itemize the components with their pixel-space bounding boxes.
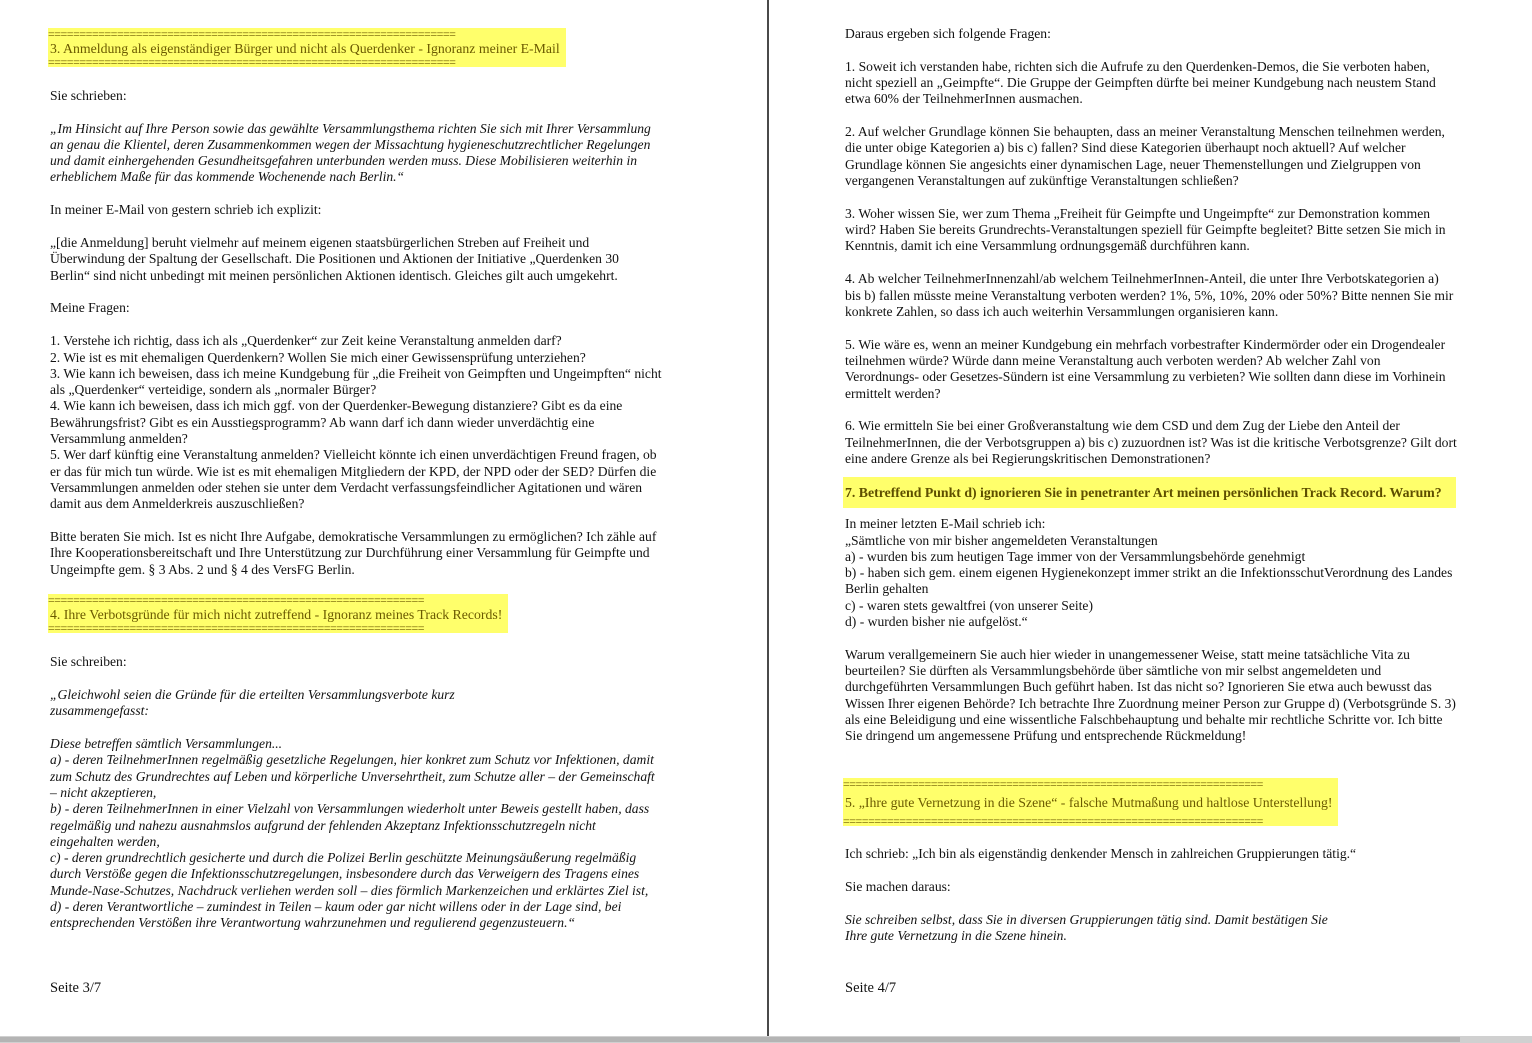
paragraph: Ich schrieb: „Ich bin als eigenständig denkender Mensch in zahlreichen Gruppierungen tätig.“: [845, 846, 1357, 862]
heading-rule-top: ===================================================================: [843, 779, 1263, 789]
section-4-heading: [48, 594, 508, 633]
paragraph: Bitte beraten Sie mich. Ist es nicht Ihre Aufgabe, demokratische Versammlungen zu ermöglichen? Ich zähle auf Ihre Kooperationsbereitschaft und Ihre Unterstützung zur Durchführung einer Versammlung für Geimpfte und Ungeimpfte gem. § 3 Abs. 2 und § 4 des VersFG Berlin.: [50, 529, 657, 577]
question-paragraph: 3. Woher wissen Sie, wer zum Thema „Freiheit für Geimpfte und Ungeimpfte“ zur Demonstration kommen wird? Haben Sie bereits Grundrechts-Veranstaltungen speziell für Geimpfte begleitet? Bitte setzen Sie mich in Kenntnis, damit ich eine Versammlung ordnungsgemäß durchführen kann.: [845, 205, 1446, 254]
paragraph: Meine Fragen:: [50, 300, 130, 316]
question-paragraph: 6. Wie ermitteln Sie bei einer Großveranstaltung wie dem CSD und dem Zug der Liebe den Anteil der TeilnehmerInnen, die der Verbotsgruppen a) bis c) zuzuordnen ist? Was ist die kritische Verbotsgrenze? Gilt dort eine andere Grenze als bei Regierungskritischen Demonstrationen?: [845, 418, 1457, 466]
quote-list: Diese betreffen sämtlich Versammlungen... a) - deren TeilnehmerInnen regelmäßig gesetzliche Regelungen, hier konkret zum Schutz vor Infektionen, damit zum Schutz des Grundrechtes auf Leben und körperliche Unversehrtheit, zum Schutze aller – der Gemeinschaft – nicht akzeptieren, b) - deren TeilnehmerInnen in einer Vielzahl von Versammlungen wiederholt unter Beweis gestellt haben, dass regelmäßig und nahezu ausnahmslos aufgrund der fehlenden Akzeptanz Infektionsschutzregeln nicht eingehalten werden, c) - deren grundrechtlich gesicherte und durch die Polizei Berlin geschützte Meinungsäußerung regelmäßig durch Verstöße gegen die Infektionsschutzregelungen, insbesondere durch das Verweigern des Tragens eines Munde-Nase-Schutzes, Nachdruck verliehen werden soll – dies förmlich Markenzeichen und erklärtes Ziel ist, d) - deren Verantwortliche – zumindest in Teilen – kaum oder gar nicht willens oder in der Lage sind, bei entsprechenden Verstößen ihre Verantwortung wahrzunehmen und regulierend gegenzusteuern.“: [50, 736, 655, 931]
questions-list: 1. Verstehe ich richtig, dass ich als „Querdenker“ zur Zeit keine Veranstaltung anmelden darf? 2. Wie ist es mit ehemaligen Querdenkern? Wollen Sie mich einer Gewissensprüfung unterziehen? 3. Wie kann ich beweisen, dass ich meine Kundgebung für „die Freiheit von Geimpften und Ungeimpften“ nicht als „Querdenker“ verteidige, sondern als „normaler Bürger? 4. Wie kann ich beweisen, dass ich mich ggf. von der Querdenker-Bewegung distanziere? Gibt es da eine Bewährungsfrist? Gibt es ein Ausstiegsprogramm? Ab wann darf ich dann wieder unverdächtig eine Versammlung anmelden? 5. Wer darf künftig eine Veranstaltung anmelden? Vielleicht könnte ich einen unverdächtigen Freund fragen, ob er das für mich tun würde. Wie ist es mit ehemaligen Mitgliedern der KPD, der NPD oder der SED? Dürfen die Versammlungen anmelden oder stehen sie unter dem Verdacht verfassungsfeindlicher Agitationen und wären damit aus dem Anmelderkreis auszuschließen?: [50, 333, 662, 512]
quote-paragraph: „Gleichwohl seien die Gründe für die erteilten Versammlungsverbote kurz zusammengefasst:: [50, 687, 455, 719]
paragraph: In meiner letzten E-Mail schrieb ich: „Sämtliche von mir bisher angemeldeten Veranstaltungen a) - wurden bis zum heutigen Tage immer von der Versammlungsbehörde genehmigt b) - haben sich gem. einem eigenen Hygienekonzept immer strikt an die InfektionsschutVerordnung des Landes Berlin gehalten c) - waren stets gewaltfrei (von unserer Seite) d) - wurden bisher nie aufgelöst.“: [845, 516, 1453, 630]
paragraph: Sie machen daraus:: [845, 879, 951, 895]
section-3-heading: [48, 28, 566, 67]
heading-rule-top: ============================================================: [48, 596, 425, 606]
paragraph: In meiner E-Mail von gestern schrieb ich explizit:: [50, 202, 322, 218]
page-number: Seite 3/7: [50, 980, 102, 996]
section-7-heading: [843, 477, 1456, 508]
heading-title: 7. Betreffend Punkt d) ignorieren Sie in penetranter Art meinen persönlichen Track Record. Warum?: [845, 485, 1442, 501]
heading-title: 5. „Ihre gute Vernetzung in die Szene“ - falsche Mutmaßung und haltlose Unterstellung!: [845, 794, 1333, 810]
paragraph: Sie schrieben:: [50, 87, 127, 103]
heading-rule-top: =================================================================: [48, 30, 456, 39]
paragraph: Daraus ergeben sich folgende Fragen:: [845, 26, 1051, 41]
question-paragraph: 4. Ab welcher TeilnehmerInnenzahl/ab welchem TeilnehmerInnen-Anteil, die unter Ihre Verbotskategorien a) bis b) fallen müsste meine Veranstaltung verboten werden? 1%, 5%, 10%, 20% oder 50%? Bitte nennen Sie mir konkrete Zahlen, so dass ich auch weiterhin Versammlungen organisieren kann.: [845, 271, 1454, 319]
question-paragraph: 1. Soweit ich verstanden habe, richten sich die Aufrufe zu den Querdenken-Demos, die Sie verboten haben, nicht speziell an „Geimpfte“. Die Gruppe der Geimpften dürfte bei meiner Kundgebung nach neustem Stand etwa 60% der TeilnehmerInnen ausmachen.: [845, 58, 1436, 107]
paragraph: Warum verallgemeinern Sie auch hier wieder in unangemessener Weise, statt meine tatsächliche Vita zu beurteilen? Sie dürften als Versammlungsbehörde über sämtliche von mir selbst angemeldeten und durchgeführten Versammlungen Buch geführt haben. Ist das nicht so? Ignorieren Sie etwa auch bewusst das Wissen Ihrer eigenen Behörde? Ich betrachte Ihre Zuordnung meiner Person zur Gruppe d) (Verbotsgründe S. 3) als eine Beleidigung und eine wissentliche Falschbehauptung und behalte mir rechtliche Schritte vor. Ich bitte Sie dringend um angemessene Prüfung und entsprechende Rückmeldung!: [845, 646, 1456, 744]
page-divider: [767, 0, 769, 1036]
heading-rule-bottom: ===================================================================: [843, 816, 1263, 826]
page-3-content: [50, 28, 700, 932]
heading-title: 4. Ihre Verbotsgründe für mich nicht zutreffend - Ignoranz meines Track Records!: [50, 607, 503, 623]
quote-paragraph: Sie schreiben selbst, dass Sie in diversen Gruppierungen tätig sind. Damit bestätigen Sie Ihre gute Vernetzung in die Szene hinein.: [845, 911, 1328, 944]
paragraph: Sie schreiben:: [50, 654, 127, 670]
heading-rule-bottom: =================================================================: [48, 58, 456, 67]
quote-paragraph: „[die Anmeldung] beruht vielmehr auf meinem eigenen staatsbürgerlichen Streben auf Freiheit und Überwindung der Spaltung der Gesellschaft. Die Positionen und Aktionen der Initiative „Querdenken 30 Berlin“ sind nicht unbedingt mit meinen persönlichen Aktionen identisch. Gleiches gilt auch umgekehrt.: [50, 235, 619, 283]
horizontal-scrollbar[interactable]: [0, 1036, 1532, 1043]
question-paragraph: 2. Auf welcher Grundlage können Sie behaupten, dass an meiner Veranstaltung Menschen teilnehmen werden, die unter obige Kategorien a) bis c) fallen? Sind diese Kategorien überhaupt noch aktuell? Auf welcher Grundlage können Sie angesichts einer dynamischen Lage, neuer Themenstellungen und Zielgruppen von vergangenen Veranstaltungen auf zukünftige Veranstaltungen schließen?: [845, 124, 1445, 189]
section-5-heading: [843, 778, 1338, 826]
page-number: Seite 4/7: [845, 980, 897, 996]
scrollbar-thumb[interactable]: [0, 1037, 1460, 1042]
question-paragraph: 5. Wie wäre es, wenn an meiner Kundgebung ein mehrfach vorbestrafter Kindermörder oder ein Drogendealer teilnehmen würde? Würde dann meine Veranstaltung auch verboten werden? Ab welcher Zahl von Verordnungs- oder Gesetzes-Sündern ist eine Versammlung zu verbieten? Wie sollten dann diese im Vorhinein ermittelt werden?: [845, 336, 1446, 401]
heading-rule-bottom: ============================================================: [48, 624, 425, 634]
page-4-content: [845, 26, 1495, 945]
document-page-4: [771, 0, 1532, 1043]
quote-paragraph: „Im Hinsicht auf Ihre Person sowie das gewählte Versammlungsthema richten Sie sich mit Ihrer Versammlung an genau die Klientel, deren Zusammenkommen wegen der Missachtung hygieneschutzrechtlicher Regelungen und damit einhergehenden Gesundheitsgefahren unterbunden werden muss. Diese Mobilisieren weiterhin in erheblichem Maße für das kommende Wochenende nach Berlin.“: [50, 120, 651, 185]
heading-title: 3. Anmeldung als eigenständiger Bürger und nicht als Querdenker - Ignoranz meiner E-Mail: [50, 41, 560, 56]
